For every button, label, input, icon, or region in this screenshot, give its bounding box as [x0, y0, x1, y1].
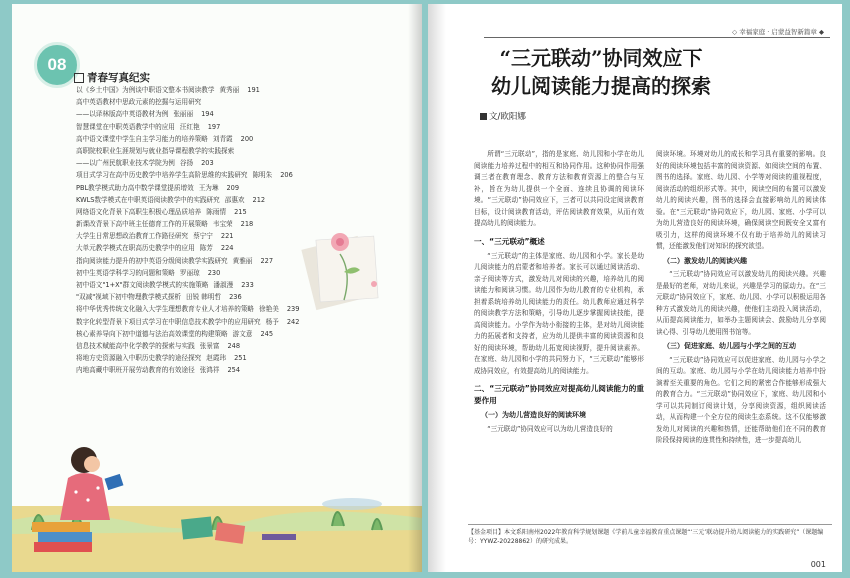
toc-entry-title: ——以广州民航职业技术学院为例	[76, 159, 175, 168]
article-column-2	[656, 149, 826, 447]
toc-entry	[76, 96, 396, 108]
toc-entry-author: 徐艳美	[259, 305, 279, 314]
footnote: 【基金项目】本文系阳南州2022年教育科学规划课题《学前儿童幸福教育重点课题“‘三元’联动提升幼儿阅读能力的实践研究”（课题编号：YYWZ-20228862）的研究成果。	[468, 524, 832, 546]
headline-line-1: “三元联动”协同效应下	[499, 46, 703, 70]
section-heading: 一、“三元联动”概述	[474, 236, 545, 246]
toc-entry-page: 203	[201, 159, 214, 168]
page-number: 001	[810, 560, 826, 569]
left-page-fold-shadow	[408, 4, 422, 572]
toc-entry-page: 248	[227, 341, 241, 350]
toc-entry	[76, 206, 396, 218]
toc-entry-author: 韦宝荣	[212, 220, 233, 229]
toc-entry-page: 230	[207, 268, 221, 277]
toc-entry	[76, 364, 396, 376]
toc-entry-author: 蔡宁宁	[193, 232, 213, 241]
toc-entry-author: 游文意	[232, 329, 253, 338]
subsection-heading: （二）激发幼儿的阅读兴趣	[663, 256, 747, 265]
toc-entry-title: 智慧课堂在中职英语教学中的应用	[76, 122, 175, 131]
toc-entry	[76, 340, 396, 352]
toc-entry-title: 高中英语教材中思政元素的挖掘与运用研究	[76, 98, 202, 107]
checkbox-square-icon	[74, 73, 84, 83]
toc-entry	[76, 84, 396, 96]
black-square-icon	[480, 113, 487, 120]
toc-entry	[76, 316, 396, 328]
toc-entry	[76, 108, 396, 120]
toc-entry-author: 刘青霞	[212, 134, 233, 143]
section-number-badge: 08	[34, 42, 80, 88]
toc-entry-page: 221	[220, 232, 234, 241]
running-head: ◇ 幸福家庭 · 启蒙益智新篇章 ◆	[732, 28, 824, 36]
paragraph: 所谓“三元联动”，指的是家庭、幼儿园和小学在幼儿阅读能力培养过程中的相互和协同作用。这种协同作用强调三者在教育理念、教育方法和教育资源上的整合与互补，旨在为幼儿提供一个全面、连续且协调的阅读环境。“三元联动”协同效应下，三者可以共同设定阅读教育目标，设计阅读教育活动，评估阅读教育效果，从而有效提高幼儿的阅读能力。	[474, 150, 644, 227]
toc-entry-title: ——以译林版高中英语教材为例	[76, 110, 169, 119]
right-page	[428, 4, 842, 572]
toc-entry-title: 项目式学习在高中历史教学中培养学生高阶思维的实践研究	[76, 171, 248, 180]
toc-entry-page: 212	[252, 195, 266, 204]
toc-entry-page: 224	[220, 244, 234, 253]
toc-entry-author: 赵霞玮	[206, 354, 227, 363]
toc-entry-title: KWLS数学模式在中职英语阅读教学中的实践研究	[76, 195, 220, 204]
toc-entry-title: 以《乡土中国》为例谈中职语文整本书阅读教学	[76, 86, 215, 94]
toc-entry-title: 初中语文"1+X"群文阅读教学模式的实施策略	[76, 281, 209, 289]
toc-entry-title: 指向阅读能力提升的初中英语分级阅读教学实践研究	[76, 256, 228, 265]
toc-entry	[76, 133, 396, 145]
paragraph: “三元联动”协同效应可以为幼儿营造良好的	[487, 424, 613, 433]
toc-entry	[76, 157, 396, 169]
toc-entry-title: 大单元教学模式在职高历史教学中的应用	[76, 244, 195, 253]
header-rule	[484, 37, 830, 38]
toc-entry-page: 218	[240, 220, 254, 229]
paragraph: “三元联动”协同效应可以激发幼儿的阅读兴趣。兴趣是最好的老师，对幼儿来说，兴趣是学习的原动力。在“三元联动”协同效应下，家庭、幼儿园、小学可以积极运用各种方式激发幼儿的阅读兴趣，使他们主动投入阅读活动，从而提高阅读能力，如举办主题阅读会、鼓励幼儿分享阅读心得、引导幼儿使用图书馆等。	[656, 270, 826, 336]
toc-entry-title: "双减"视域下初中物理教学模式探析	[76, 293, 181, 302]
toc-entry-author: 陈芳	[199, 244, 213, 253]
toc-entry-page: 227	[260, 256, 274, 265]
toc-entry-author: 陈明朱	[252, 171, 273, 180]
toc-entry-page: 242	[286, 317, 300, 326]
toc-entry	[76, 169, 396, 181]
toc-entry-author: 邵惠欢	[224, 195, 245, 204]
toc-entry-page: 254	[227, 366, 241, 375]
toc-entry-author: 黄雅丽	[232, 256, 253, 265]
section-title-text: 青春写真纪实	[87, 72, 150, 84]
toc-entry-page: 233	[241, 281, 254, 289]
author-byline	[480, 110, 526, 122]
toc-entry-title: 核心素养导向下初中道德与法治高效课堂的构建策略	[76, 329, 228, 338]
toc-entry-page: 191	[247, 86, 260, 94]
toc-entry-author: 潘淑漫	[213, 281, 234, 289]
toc-entry-title: 将地方史资源融入中职历史教学的途径探究	[76, 354, 202, 363]
toc-entry-author: 汪红艳	[179, 122, 200, 131]
toc-entry-author: 张丽丽	[173, 110, 194, 119]
toc-entry-page: 236	[229, 293, 242, 302]
toc-entry-page: 251	[234, 354, 247, 363]
author-name: 文/欧阳娜	[489, 112, 526, 122]
toc-entry-title: 信息技术赋能高中化学教学的探索与实践	[76, 341, 195, 350]
toc-entry-author: 田锐 韩明哲	[185, 293, 222, 302]
subsection-heading: （一）为幼儿营造良好的阅读环境	[481, 411, 586, 419]
toc-entry	[76, 352, 396, 364]
toc-entry-title: 新课改背景下高中班主任德育工作的开展策略	[76, 220, 208, 229]
toc-entry	[76, 194, 396, 206]
article-column-1	[474, 149, 644, 435]
toc-entry-title: PBL教学模式助力高中数学课堂提质增效	[76, 183, 194, 192]
toc-entry-page: 200	[240, 134, 254, 143]
toc-entry-author: 黄秀丽	[219, 86, 240, 94]
girl-reading-illustration	[12, 434, 422, 572]
toc-entry-title: 高中语文课堂中学生自主学习能力的培养策略	[76, 134, 208, 143]
left-page	[12, 4, 422, 572]
toc-entry-author: 陈雨情	[206, 207, 227, 216]
paper-flower-illustration	[300, 222, 388, 312]
toc-entry-author: 张景富	[199, 341, 220, 350]
toc-entry-page: 194	[201, 110, 214, 119]
paragraph: “三元联动”协同效应可以促进家庭、幼儿园与小学之间的互动。家庭、幼儿园与小学在幼儿阅读能力培养中扮演着至关重要的角色。它们之间的紧密合作能够形成强大的教育合力。“三元联动”协同效应下，家庭、幼儿园和小学可以共同制订阅读计划，分享阅读资源，组织阅读活动，从而构建一个全方位的阅读生态系统。这不仅能够激发幼儿对阅读的兴趣和热情，还能帮助他们在不同的教育阶段保持阅读的连贯性和持续性，进一步提高幼儿	[656, 355, 826, 444]
toc-entry-title: 大学生日常思想政治教育工作路径研究	[76, 232, 189, 241]
section-title	[74, 70, 150, 85]
section-heading: 二、“三元联动”协同效应对提高幼儿阅读能力的重要作用	[474, 384, 644, 405]
toc-entry	[76, 182, 396, 194]
toc-entry-page: 215	[234, 207, 247, 216]
toc-entry	[76, 328, 396, 340]
toc-entry-author: 张鸿祥	[199, 366, 220, 375]
toc-entry	[76, 145, 396, 157]
toc-entry-page: 209	[226, 183, 240, 192]
toc-entry-title: 将中华优秀传统文化融入大学生理想教育专业人才培养的策略	[76, 305, 255, 314]
toc-entry-title: 初中生英语学科学习的问题和策略	[76, 268, 175, 277]
subsection-heading: （三）促进家庭、幼儿园与小学之间的互动	[663, 342, 796, 350]
paragraph: “三元联动”的主体是家庭、幼儿园和小学。家长是幼儿阅读能力的启蒙者和培养者。家长可以通过阅读活动、亲子阅读等方式，激发幼儿对阅读的兴趣，培养幼儿的阅读能力和阅读习惯。幼儿园作为幼儿教育的专业机构，承担着系统培养幼儿阅读能力的责任。幼儿教师应通过科学的阅读教学方法和策略，引导幼儿逐步掌握阅读技能，提高阅读能力。小学作为幼小衔接的主体，是对幼儿阅读能力的拓展者和支持者，应为幼儿提供丰富的阅读资源和良好的阅读环境，帮助幼儿拓宽阅读视野，提升阅读素养。在家庭、幼儿园和小学的共同努力下，“三元联动”能够形成协同效应，有效提高幼儿的阅读能力。	[474, 251, 644, 375]
toc-entry-author: 罗丽琼	[179, 268, 200, 277]
toc-entry-page: 245	[260, 329, 274, 338]
toc-entry-title: 高职院校职业生涯规划与就业指导课程教学的实践探索	[76, 146, 235, 155]
toc-entry-title: 网络语文化背景下高职生积极心理品质培养	[76, 207, 202, 216]
toc-entry-title: 数字化转型背景下项目式学习在中职信息技术教学中的应用研究	[76, 317, 261, 326]
toc-entry-author: 王为琳	[198, 183, 219, 192]
toc-entry-page: 239	[286, 305, 300, 314]
toc-entry	[76, 121, 396, 133]
right-page-fold-shadow	[428, 4, 446, 572]
toc-entry-author: 谷扬	[179, 159, 194, 168]
toc-entry-author: 杨予	[265, 317, 279, 326]
toc-entry-page: 206	[280, 171, 293, 180]
paragraph: 阅读环境。环境对幼儿的成长和学习具有重要的影响。良好的阅读环境包括丰富的阅读资源、如阅读空间的布置、图书的选择。家庭、幼儿园、小学等对阅读的重视程度，阅读活动的组织形式等。其中，阅读空间的布置可以激发幼儿的阅读兴趣，图书的选择会直接影响幼儿的阅读体验。在“三元联动”协同效应下，幼儿园、家庭、小学可以为幼儿营造良好的阅读环境，确保阅读空间既安全又富有吸引力，这样的阅读环境不仅有助于培养幼儿的阅读习惯，还能激发他们对知识的探究欲望。	[656, 150, 826, 250]
toc-entry-page: 197	[207, 122, 221, 131]
headline-line-2: 幼儿阅读能力提高的探索	[491, 74, 711, 98]
article-headline	[476, 44, 726, 100]
toc-entry-title: 内地高藏中职班开展劳动教育的有效途径	[76, 366, 195, 375]
